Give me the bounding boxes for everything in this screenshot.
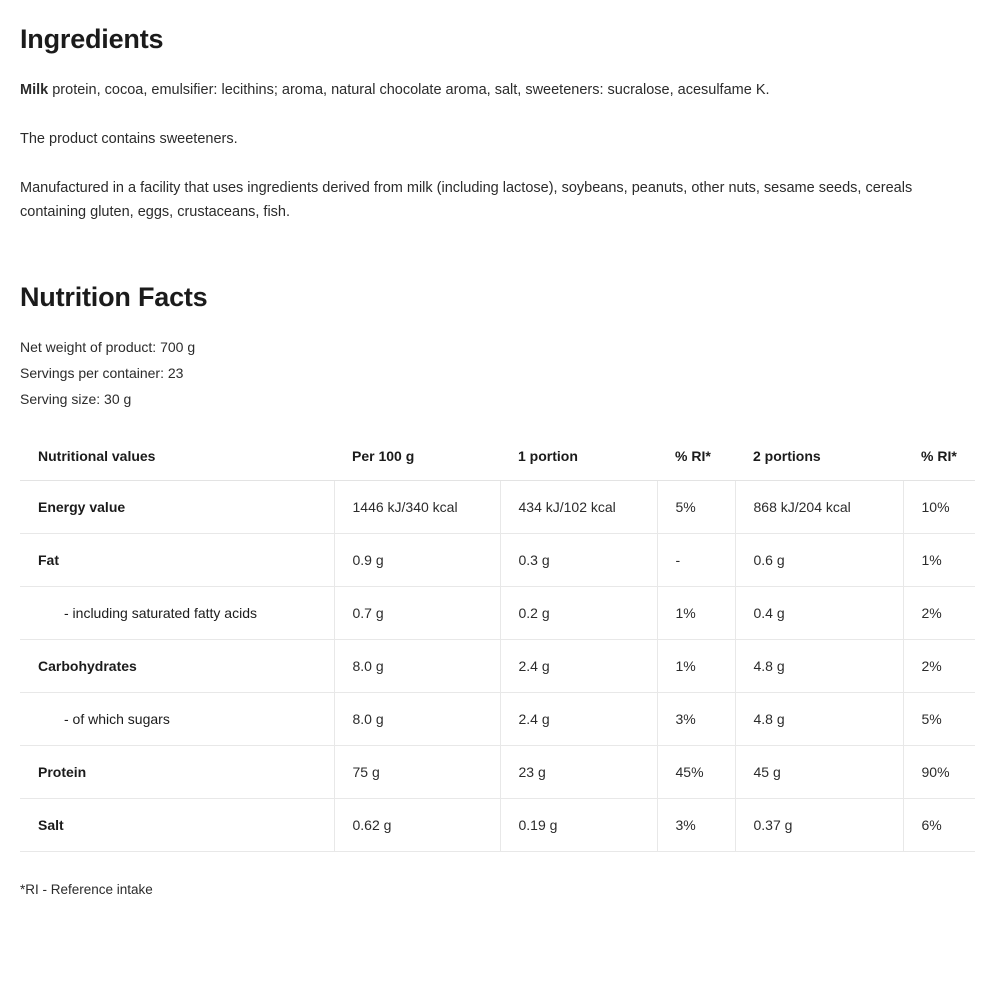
column-header-per-100g: Per 100 g <box>334 434 500 481</box>
cell-ri-2: 2% <box>903 587 975 640</box>
table-body <box>20 481 975 852</box>
cell-1-portion: 434 kJ/102 kcal <box>500 481 657 534</box>
ingredients-heading: Ingredients <box>20 24 164 54</box>
row-label: Energy value <box>20 481 334 534</box>
nutrition-facts-heading: Nutrition Facts <box>20 281 208 312</box>
cell-per-100g: 0.9 g <box>334 534 500 587</box>
servings-per-container-text: Servings per container: 23 <box>20 364 184 381</box>
cell-ri-2: 90% <box>903 746 975 799</box>
table-header-row <box>20 434 975 481</box>
allergen-facility-note: Manufactured in a facility that uses ingredients derived from milk (including lactose), soybeans, peanuts, other nuts, sesame seeds, cereals containing gluten, eggs, crustaceans, fish. <box>20 180 913 220</box>
cell-2-portions: 868 kJ/204 kcal <box>735 481 903 534</box>
cell-ri-1: 1% <box>657 587 735 640</box>
row-label: Salt <box>20 799 334 852</box>
cell-1-portion: 0.19 g <box>500 799 657 852</box>
cell-ri-1: - <box>657 534 735 587</box>
table-row <box>20 481 975 534</box>
table-row <box>20 799 975 852</box>
cell-per-100g: 8.0 g <box>334 693 500 746</box>
cell-ri-1: 5% <box>657 481 735 534</box>
cell-ri-1: 3% <box>657 693 735 746</box>
serving-meta <box>20 335 976 413</box>
row-label: - including saturated fatty acids <box>20 587 334 640</box>
table-row <box>20 693 975 746</box>
column-header-1-portion: 1 portion <box>500 434 657 481</box>
cell-per-100g: 8.0 g <box>334 640 500 693</box>
cell-ri-2: 5% <box>903 693 975 746</box>
cell-2-portions: 4.8 g <box>735 693 903 746</box>
column-header-2-portions: 2 portions <box>735 434 903 481</box>
cell-1-portion: 23 g <box>500 746 657 799</box>
cell-2-portions: 45 g <box>735 746 903 799</box>
cell-ri-1: 3% <box>657 799 735 852</box>
cell-1-portion: 0.2 g <box>500 587 657 640</box>
cell-per-100g: 1446 kJ/340 kcal <box>334 481 500 534</box>
table-row <box>20 534 975 587</box>
cell-2-portions: 0.4 g <box>735 587 903 640</box>
ingredients-list-rest: protein, cocoa, emulsifier: lecithins; aroma, natural chocolate aroma, salt, sweeteners: sucralose, acesulfame K. <box>48 82 770 98</box>
column-header-ri-2: % RI* <box>903 434 975 481</box>
cell-ri-2: 6% <box>903 799 975 852</box>
row-label: Carbohydrates <box>20 640 334 693</box>
nutrition-facts-table <box>20 434 975 852</box>
cell-1-portion: 2.4 g <box>500 693 657 746</box>
cell-2-portions: 0.37 g <box>735 799 903 852</box>
ingredients-list <box>20 79 976 102</box>
column-header-name: Nutritional values <box>20 434 334 481</box>
cell-ri-2: 1% <box>903 534 975 587</box>
cell-2-portions: 0.6 g <box>735 534 903 587</box>
row-label: Fat <box>20 534 334 587</box>
cell-2-portions: 4.8 g <box>735 640 903 693</box>
table-row <box>20 587 975 640</box>
serving-size-text: Serving size: 30 g <box>20 390 132 407</box>
cell-per-100g: 0.62 g <box>334 799 500 852</box>
table-header <box>20 434 975 481</box>
cell-per-100g: 75 g <box>334 746 500 799</box>
cell-ri-1: 1% <box>657 640 735 693</box>
net-weight-text: Net weight of product: 700 g <box>20 338 196 355</box>
table-row <box>20 746 975 799</box>
cell-ri-1: 45% <box>657 746 735 799</box>
cell-1-portion: 2.4 g <box>500 640 657 693</box>
row-label: Protein <box>20 746 334 799</box>
table-row <box>20 640 975 693</box>
cell-ri-2: 2% <box>903 640 975 693</box>
cell-ri-2: 10% <box>903 481 975 534</box>
reference-intake-footnote: *RI - Reference intake <box>20 882 153 898</box>
ingredients-allergen-lead: Milk <box>20 82 49 98</box>
row-label: - of which sugars <box>20 693 334 746</box>
cell-per-100g: 0.7 g <box>334 587 500 640</box>
cell-1-portion: 0.3 g <box>500 534 657 587</box>
column-header-ri-1: % RI* <box>657 434 735 481</box>
sweeteners-note: The product contains sweeteners. <box>20 131 238 148</box>
